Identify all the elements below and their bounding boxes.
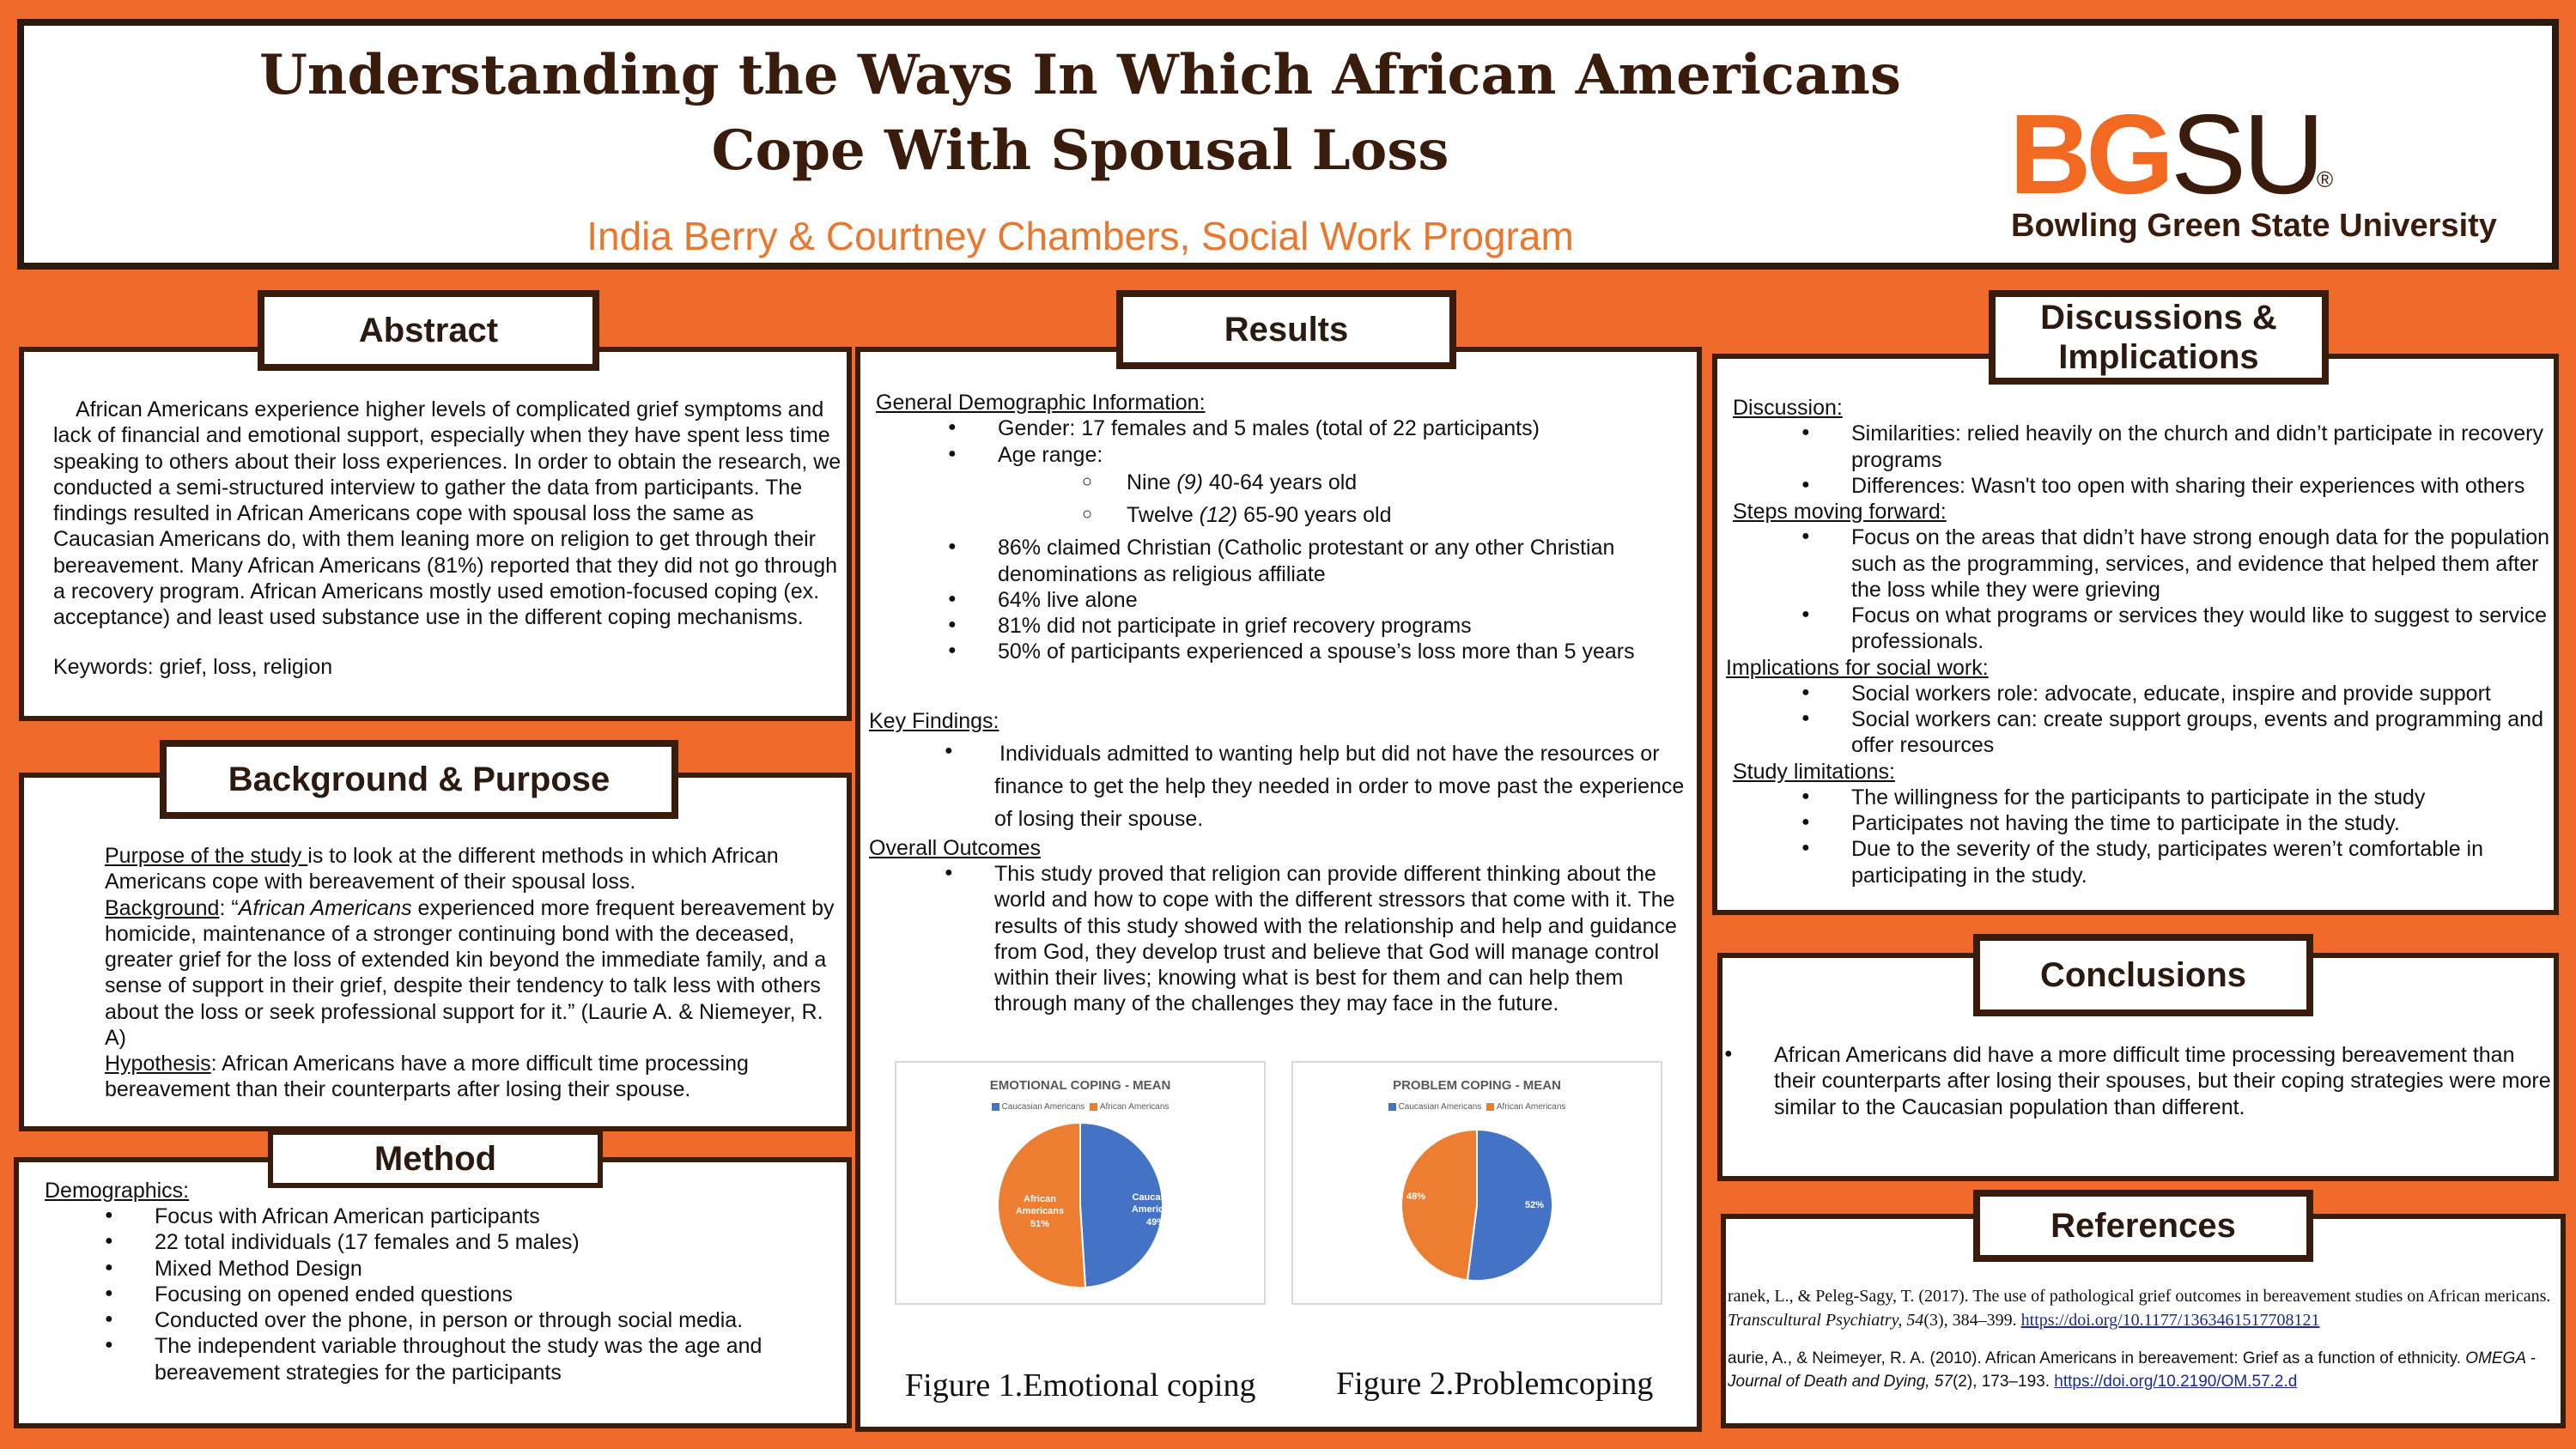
poster-title-line1: Understanding the Ways In Which African Americans: [259, 43, 1901, 107]
implications-list: [1851, 681, 2552, 759]
problem-coping-chart: [1291, 1061, 1662, 1305]
logo-registered: ®: [2317, 167, 2334, 192]
results-heading: Results: [1116, 290, 1456, 369]
discussion-item: ● Differences: Wasn't too open with sharing their experiences with others: [1851, 473, 2552, 499]
stat-item: ● 81% did not participate in grief recovery programs: [998, 613, 1668, 639]
results-panel: [855, 347, 1702, 1432]
abstract-panel: [19, 347, 852, 721]
method-subheading: Demographics:: [45, 1179, 190, 1203]
discussion-list: [1851, 421, 2552, 499]
background-text: experienced more frequent bereavement by homicide, maintenance of a stronger continuing bond with the deceased, greater grief for the loss of extended kin beyond the immediate family, and a sense of support in their grief, despite their tendency to talk less with others about the loss or seek professional support for it.” (Laurie A. & Niemeyer, R. A): [105, 895, 835, 1050]
figure1-caption: Figure 1.Emotional coping: [905, 1367, 1256, 1404]
abstract-text: African Americans experience higher levels of complicated grief symptoms and lack of financial and emotional support, especially when they have spent less time speaking to others about their loss experiences. In order to obtain the research, we conducted a semi-structured interview to gather the data from participants. The findings resulted in African Americans cope with spousal loss the same as Caucasian Americans do, with them leaning more on religion to get through their bereavement. Many African Americans (81%) reported that they did not go through a recovery program. African Americans mostly used emotion-focused coping (ex. acceptance) and least used substance use in the different coping mechanisms.: [53, 397, 841, 629]
method-list: [155, 1203, 824, 1385]
method-item: ● Focus with African American participants: [155, 1203, 824, 1229]
gender-text: Gender: 17 females and 5 males (total of 22 participants): [998, 416, 1540, 441]
discussion-panel: [1712, 354, 2559, 915]
bgsu-logo: [2008, 91, 2523, 249]
background-quote-open: : “: [219, 895, 239, 920]
age-item: [998, 442, 1668, 529]
limitations-item: ● Participates not having the time to participate in the study.: [1851, 810, 2552, 836]
method-item: ● The independent variable throughout the study was the age and bereavement strategies for the participants: [155, 1333, 824, 1385]
conclusions-heading: Conclusions: [1973, 934, 2313, 1016]
method-panel: [14, 1157, 852, 1428]
discussion-heading-line2: Implications: [2058, 338, 2259, 376]
age-sublist: [1127, 470, 1668, 529]
background-item: [27, 895, 835, 1052]
chart2-title: PROBLEM COPING - MEAN: [1393, 1078, 1561, 1093]
outcome-item: [994, 861, 1690, 1017]
method-heading: Method: [268, 1130, 603, 1188]
key-list: [994, 737, 1690, 835]
outcome-list: [994, 861, 1690, 1017]
chart2-legend-c: Caucasian Americans: [1398, 1102, 1482, 1112]
chart2-label-c: 52%: [1525, 1200, 1545, 1210]
abstract-heading: Abstract: [258, 290, 599, 371]
reference-1-link[interactable]: https://doi.org/10.1177/1363461517708121: [2020, 1311, 2320, 1330]
stat-item: ● 86% claimed Christian (Catholic protestant or any other Christian denominations as religious affiliate: [998, 535, 1668, 587]
limitations-item: ● Due to the severity of the study, participates weren’t comfortable in participating in the study.: [1851, 836, 2552, 888]
key-text: ● Individuals admitted to wanting help but did not have the resources or finance to get the help they needed in order to move past the experience of losing their spouse.: [994, 741, 1685, 831]
key-heading: Key Findings:: [869, 708, 999, 733]
stat-item: ● 64% live alone: [998, 587, 1668, 613]
authors: India Berry & Courtney Chambers, Social Work Program: [586, 214, 1574, 258]
references-heading: References: [1973, 1190, 2313, 1262]
outcome-heading: Overall Outcomes: [869, 835, 1042, 860]
logo-su: SU: [2171, 91, 2322, 217]
abstract-body: [53, 397, 852, 681]
background-italic: African Americans: [238, 895, 412, 920]
background-list: [105, 843, 835, 1103]
chart1-label-a: African Americans 51%: [1015, 1194, 1065, 1229]
gender-item: [998, 415, 1668, 441]
pie-slice-african: [1401, 1130, 1477, 1280]
hypothesis-item: [27, 1051, 835, 1103]
purpose-item: [27, 843, 835, 895]
discussion-body: [1717, 395, 2559, 888]
hypothesis-label: Hypothesis: [105, 1052, 211, 1076]
title-banner: [17, 19, 2559, 270]
logo-bg: BG: [2009, 91, 2169, 217]
chart2-label-a: 48%: [1406, 1191, 1426, 1202]
limitations-label: Study limitations:: [1733, 759, 1895, 784]
outcome-text: This study proved that religion can provide different thinking about the world and how to cope with the different stressors that come with it. The results of this study showed with the relationship and help and guidance from God, they develop trust and believe that God will manage control within their lives; knowing what is best for them and can help them through many of the challenges they may face in the future.: [994, 862, 1677, 1016]
steps-item: ● Focus on what programs or services they would like to suggest to service professionals.: [1851, 603, 2552, 655]
age-range-text: Age range:: [998, 442, 1103, 467]
steps-list: [1851, 524, 2552, 654]
conclusions-list: [1774, 1042, 2559, 1120]
emotional-coping-chart: [895, 1061, 1266, 1305]
reference-2: aurie, A., & Neimeyer, R. A. (2010). African Americans in bereavement: Grief as a function of ethnicity. OMEGA - Journal of Death and Dying, 57(2), 173–193. https://doi.org/10.2190/OM.57.2.d: [1728, 1349, 2536, 1391]
age-nine: ○ Nine (9) 40-64 years old: [1127, 470, 1668, 495]
chart1-legend-c: Caucasian Americans: [1001, 1102, 1085, 1112]
purpose-label: Purpose of the study: [105, 844, 308, 868]
discussion-item: ● Similarities: relied heavily on the church and didn’t participate in recovery programs: [1851, 421, 2552, 473]
chart1-legend-a: African Americans: [1099, 1102, 1170, 1112]
stat-item: ● 50% of participants experienced a spouse’s loss more than 5 years: [998, 639, 1668, 664]
background-panel: [19, 773, 852, 1131]
method-item: ● Mixed Method Design: [155, 1256, 824, 1282]
university-name: Bowling Green State University: [2011, 208, 2497, 244]
discussion-heading-line1: Discussions &: [2040, 299, 2277, 336]
method-item: ● Conducted over the phone, in person or through social media.: [155, 1307, 824, 1333]
steps-item: ● Focus on the areas that didn’t have strong enough data for the population such as the programming, services, and evidence that helped them after the loss while they were grieving: [1851, 524, 2552, 603]
poster-title-line2: Cope With Spousal Loss: [711, 118, 1449, 183]
method-item: ● 22 total individuals (17 females and 5 males): [155, 1229, 824, 1255]
demo-list: [998, 415, 1668, 528]
reference-1: ranek, L., & Peleg-Sagy, T. (2017). The use of pathological grief outcomes in bereavement studies on African mericans. Transcultural Psychiatry, 54(3), 384–399. https://doi.org/10.1177/1363461517708121: [1728, 1287, 2551, 1330]
method-item: ● Focusing on opened ended questions: [155, 1282, 824, 1307]
background-heading: Background & Purpose: [160, 740, 678, 819]
results-body: [860, 390, 1702, 1017]
background-label: Background: [105, 895, 220, 920]
implications-label: Implications for social work:: [1726, 655, 1989, 680]
key-item: [994, 737, 1690, 835]
demo-heading: General Demographic Information:: [876, 391, 1206, 415]
discussion-heading: [1989, 290, 2329, 385]
chart1-label-c: Caucasian Americans 49%: [1131, 1192, 1181, 1228]
implications-item: ● Social workers can: create support groups, events and programming and offer resources: [1851, 706, 2552, 759]
discussion-label: Discussion:: [1733, 396, 1843, 420]
conclusions-item: [1774, 1042, 2559, 1120]
conclusions-text: African Americans did have a more difficult time processing bereavement than their counterparts after losing their spouses, but their coping strategies were more similar to the Caucasian population than different.: [1774, 1043, 2551, 1119]
chart2-pie: [1293, 1063, 1661, 1303]
limitations-item: ● The willingness for the participants to participate in the study: [1851, 785, 2552, 810]
stats-list: [998, 535, 1668, 664]
reference-2-link[interactable]: https://doi.org/10.2190/OM.57.2.d: [2054, 1372, 2298, 1391]
chart1-title: EMOTIONAL COPING - MEAN: [989, 1078, 1171, 1093]
chart1-pie: [896, 1063, 1264, 1303]
purpose-text: is to look at the different methods in which African Americans cope with bereavement of their spousal loss.: [105, 844, 779, 894]
chart2-legend-a: African Americans: [1496, 1102, 1566, 1112]
implications-item: ● Social workers role: advocate, educate, inspire and provide support: [1851, 681, 2552, 706]
steps-label: Steps moving forward:: [1733, 500, 1947, 524]
abstract-keywords: Keywords: grief, loss, religion: [53, 655, 333, 680]
limitations-list: [1851, 785, 2552, 888]
age-twelve: ○ Twelve (12) 65-90 years old: [1127, 502, 1668, 528]
hypothesis-text: : African Americans have a more difficult time processing bereavement than their counterparts after losing their spouse.: [105, 1052, 749, 1102]
figure2-caption: Figure 2.Problemcoping: [1336, 1366, 1654, 1402]
